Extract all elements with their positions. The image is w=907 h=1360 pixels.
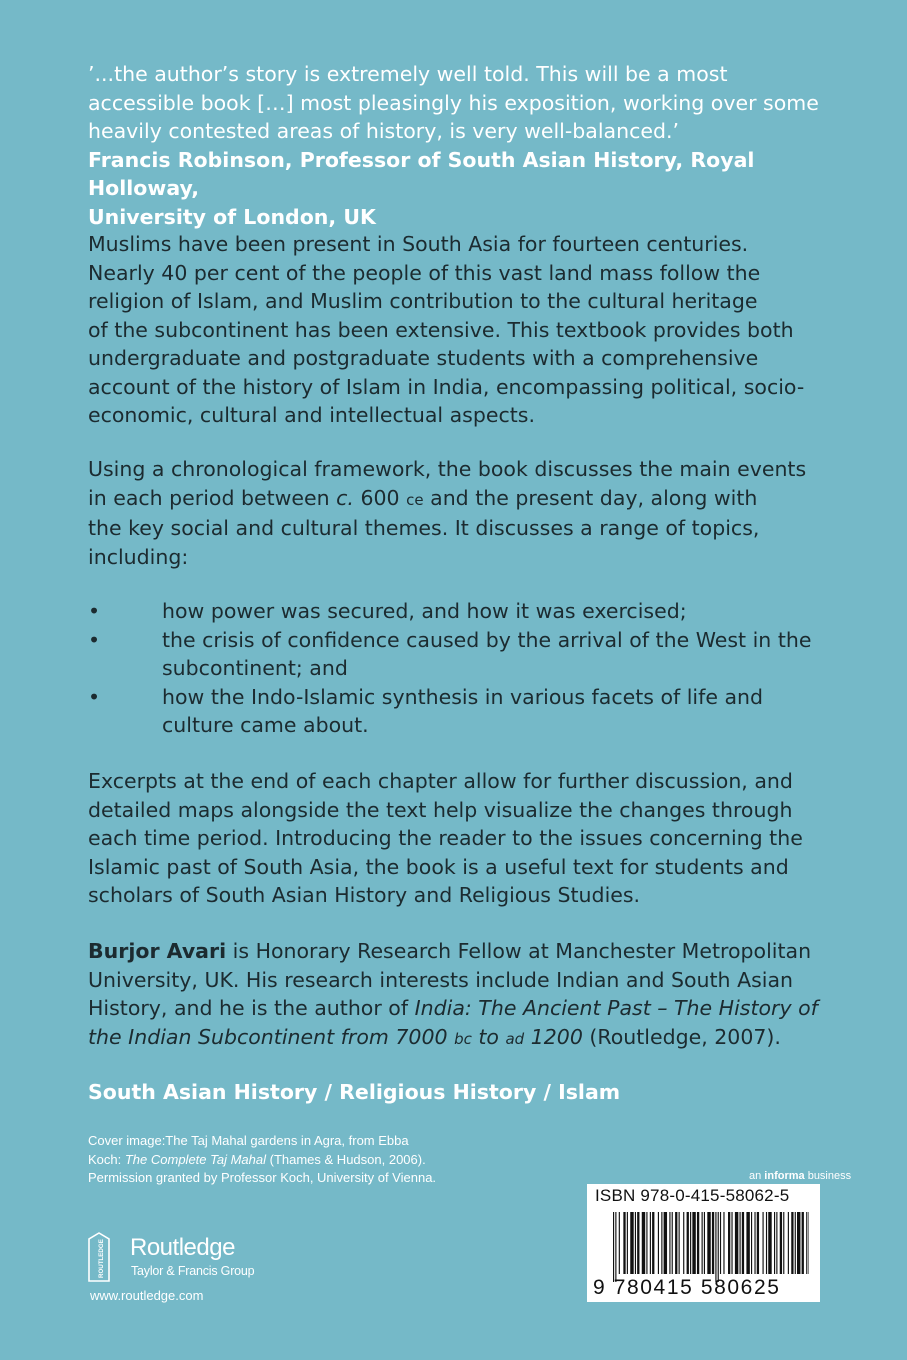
barcode-bar (809, 1212, 810, 1274)
quote-line: heavily contested areas of history, is very well-balanced.’ (88, 119, 680, 143)
book-title: India: The Ancient Past – The History of (414, 996, 818, 1020)
paragraph-line (88, 484, 828, 515)
barcode-bar (661, 1212, 662, 1274)
barcode-bar (635, 1212, 636, 1274)
paragraph-line: Nearly 40 per cent of the people of this vast land mass follow the (88, 260, 761, 285)
bullet-marker: • (88, 627, 101, 652)
era-abbrev: ce (406, 490, 424, 509)
author-bio (88, 937, 828, 1053)
barcode-bar (718, 1212, 719, 1282)
publisher-group: Taylor & Francis Group (131, 1264, 255, 1278)
barcode-bar (704, 1212, 705, 1274)
barcode-bar (797, 1212, 800, 1274)
author-name: Burjor Avari (88, 939, 227, 963)
description-paragraph-3 (88, 767, 828, 910)
list-item (88, 683, 828, 740)
barcode-bar (720, 1212, 721, 1274)
paragraph-line: Islamic past of South Asia, the book is a useful text for students and (88, 854, 789, 879)
barcode-bar (715, 1212, 716, 1282)
informa-tagline (749, 1170, 851, 1182)
routledge-logo (88, 1232, 288, 1284)
circa-abbrev: c. (336, 485, 354, 510)
paragraph-line: economic, cultural and intellectual aspects. (88, 403, 535, 427)
barcode-bar (754, 1212, 755, 1274)
barcode-bar (783, 1212, 784, 1274)
barcode-bar (712, 1212, 714, 1274)
barcode-bar (702, 1212, 703, 1274)
text-span: culture came about. (162, 713, 369, 737)
publisher-name: Routledge (130, 1234, 235, 1261)
barcode-bar (690, 1212, 691, 1274)
paragraph-line: the key social and cultural themes. It discusses a range of topics, (88, 516, 760, 540)
barcode-bar (637, 1212, 639, 1274)
review-quote (88, 60, 828, 231)
paragraph-line (88, 994, 828, 1023)
barcode-bar (746, 1212, 749, 1274)
barcode-bar (763, 1212, 764, 1274)
credit-book-title: The Complete Taj Mahal (124, 1151, 267, 1167)
barcode-bar (652, 1212, 654, 1274)
barcode-bar (802, 1212, 804, 1274)
bullet-marker: • (88, 684, 101, 709)
list-item-text (162, 626, 828, 683)
barcode-bar (675, 1212, 677, 1274)
isbn-label: ISBN 978-0-415-58062-5 (595, 1186, 790, 1205)
description-paragraph-2 (88, 455, 828, 571)
barcode-bar (791, 1212, 793, 1274)
barcode-bar (740, 1212, 741, 1274)
text-span: subcontinent; and (162, 656, 348, 680)
barcode-bar (627, 1212, 628, 1274)
barcode-bar (697, 1212, 699, 1274)
isbn-barcode (587, 1184, 820, 1302)
description-paragraph-1 (88, 230, 828, 430)
paragraph-line: each time period. Introducing the reader to the issues concerning the (88, 826, 803, 850)
text-span: in each period between (88, 485, 337, 510)
barcode-bar (751, 1212, 752, 1274)
text-span: to (471, 1024, 506, 1049)
barcode-bar (728, 1212, 730, 1274)
barcode-bar (683, 1212, 684, 1274)
barcode-bar (672, 1212, 673, 1274)
quote-line: ’...the author’s story is extremely well told. This will be a most (88, 62, 728, 86)
barcode-bar (768, 1212, 771, 1274)
cover-image-credit (88, 1132, 508, 1188)
text-span: (Routledge, 2007). (582, 1024, 781, 1049)
barcode-bar (687, 1212, 689, 1274)
barcode-bar (742, 1212, 744, 1274)
text-span: the Indian Subcontinent from 7000 (88, 1024, 455, 1049)
barcode-bar (664, 1212, 667, 1274)
text-span: History, and he is the author of (88, 996, 415, 1020)
barcode-bar (615, 1212, 616, 1282)
barcode-bar (723, 1212, 724, 1274)
paragraph-line: undergraduate and postgraduate students with a comprehensive (88, 346, 759, 370)
barcode-bars (613, 1212, 809, 1282)
barcode-bar (757, 1212, 759, 1274)
text-span: 1200 (524, 1024, 583, 1049)
era-abbrev: ad (505, 1029, 525, 1048)
informa-brand: informa (764, 1170, 805, 1182)
paragraph-line: Muslims have been present in South Asia for fourteen centuries. (88, 232, 749, 256)
quote-attribution: University of London, UK (88, 204, 376, 229)
credit-line (88, 1151, 508, 1170)
quote-line: accessible book […] most pleasingly his exposition, working over some (88, 90, 819, 115)
text-span: and the present day, along with (423, 485, 758, 510)
barcode-bar (776, 1212, 777, 1274)
paragraph-line: including: (88, 544, 189, 569)
paragraph-line: University, UK. His research interests include Indian and South Asian (88, 967, 794, 992)
list-item-text: how power was secured, and how it was exercised; (162, 599, 687, 623)
paragraph-line: Excerpts at the end of each chapter allow for further discussion, and (88, 769, 793, 793)
barcode-bar (780, 1212, 782, 1274)
barcode-bar (669, 1212, 670, 1274)
bullet-marker: • (88, 599, 101, 623)
barcode-bar (788, 1212, 789, 1274)
paragraph-line: Using a chronological framework, the book discusses the main events (88, 457, 807, 481)
paragraph-line: account of the history of Islam in India, encompassing political, socio- (88, 374, 805, 399)
paragraph-line: detailed maps alongside the text help visualize the changes through (88, 797, 793, 822)
text-span: how the Indo-Islamic synthesis in various facets of life and (162, 684, 764, 709)
text-span: business (804, 1170, 852, 1182)
topics-list (88, 597, 828, 740)
text-span: (Thames & Hudson, 2006). (266, 1151, 426, 1167)
list-item-text (162, 683, 828, 740)
list-item (88, 626, 828, 683)
barcode-bar (630, 1212, 633, 1274)
quote-attribution: Francis Robinson, Professor of South Asian History, Royal Holloway, (88, 147, 755, 200)
barcode-bar (806, 1212, 807, 1274)
paragraph-line: of the subcontinent has been extensive. This textbook provides both (88, 317, 794, 342)
barcode-bar (707, 1212, 710, 1274)
barcode-bar (623, 1212, 625, 1274)
barcode-bar (692, 1212, 695, 1274)
barcode-bar (795, 1212, 796, 1274)
barcode-digits: 9 780415 580625 (593, 1276, 781, 1299)
barcode-bar (774, 1212, 775, 1274)
year-text: 600 (353, 485, 407, 510)
credit-line: Permission granted by Professor Koch, University of Vienna. (88, 1170, 437, 1185)
barcode-bar (619, 1212, 620, 1274)
subject-categories: South Asian History / Religious History / Islam (88, 1080, 621, 1104)
paragraph-line (88, 937, 828, 966)
barcode-bar (735, 1212, 738, 1274)
text-span: is Honorary Research Fellow at Manchester Metropolitan (226, 939, 812, 963)
barcode-bar (646, 1212, 647, 1274)
paragraph-line: scholars of South Asian History and Religious Studies. (88, 883, 641, 907)
barcode-bar (679, 1212, 680, 1274)
credit-line: Cover image:The Taj Mahal gardens in Agra, from Ebba (88, 1133, 409, 1148)
text-span: the crisis of confidence caused by the arrival of the West in the (162, 627, 812, 652)
barcode-bar (658, 1212, 659, 1274)
emblem-text: ROUTLEDGE (98, 1239, 105, 1278)
paragraph-line (88, 1023, 828, 1054)
book-title (88, 1025, 583, 1049)
barcode-bar (731, 1212, 732, 1274)
text-span: an (749, 1170, 765, 1182)
paragraph-line: religion of Islam, and Muslim contribution to the cultural heritage (88, 289, 758, 313)
barcode-bar (613, 1212, 614, 1282)
era-abbrev: bc (454, 1029, 472, 1048)
routledge-emblem-icon (88, 1232, 110, 1282)
text-span: Koch: (88, 1151, 125, 1167)
list-item (88, 597, 828, 626)
barcode-bar (650, 1212, 651, 1274)
publisher-website: www.routledge.com (90, 1288, 204, 1303)
barcode-bar (642, 1212, 645, 1274)
barcode-bar (766, 1212, 767, 1274)
